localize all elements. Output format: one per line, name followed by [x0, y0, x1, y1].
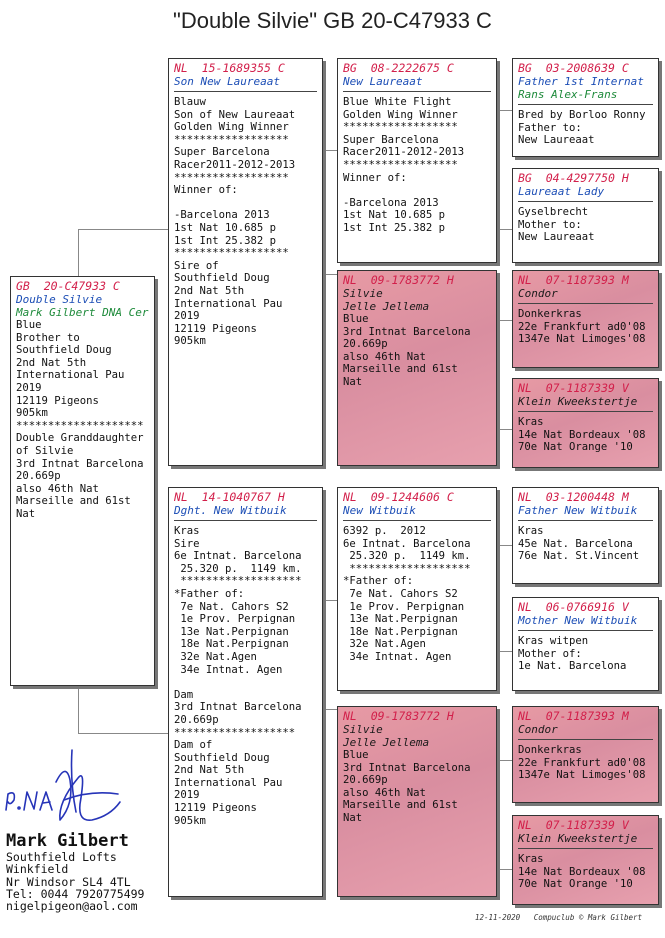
ring-number: NL 07-1187393 M: [518, 273, 629, 287]
pigeon-name: New Witbuik: [343, 504, 416, 517]
pigeon-info: Kras 14e Nat Bordeaux '08 70e Nat Orange '10: [518, 416, 646, 454]
connector-line: [498, 429, 512, 430]
breeder-name: Mark Gilbert DNA Cer: [16, 306, 149, 319]
pigeon-info: Blauw Son of New Laureaat Golden Wing Winner ****************** Super Barcelona Racer2011-2012-2013 ****************** Winner of: -Barcelona 2013 1st Nat 10.685 p 1st Int 25.382 p ****************** Sire of Southfield Doug 2nd Nat 5th International Pau 2019 12119 Pigeons 905km: [174, 96, 296, 348]
pigeon-info: Bred by Borloo Ronny Father to: New Laureaat: [518, 109, 646, 147]
ring-number: NL 07-1187339 V: [518, 381, 629, 395]
connector-line: [498, 760, 512, 761]
ring-number: BG 04-4297750 H: [518, 171, 629, 185]
pigeon-info: Gyselbrecht Mother to: New Laureaat: [518, 206, 595, 244]
print-stamp: 12-11-2020 Compuclub © Mark Gilbert: [475, 913, 643, 922]
pigeon-card-dam: [168, 487, 323, 897]
connector-line: [498, 320, 499, 430]
pigeon-info: Blue 3rd Intnat Barcelona 20.669p also 46th Nat Marseille and 61st Nat: [343, 313, 471, 388]
divider: [518, 630, 653, 631]
pigeon-card-sire-sire: [337, 58, 497, 263]
pigeon-card-sire-dam: [337, 270, 497, 466]
ring-number: BG 03-2008639 C: [518, 61, 629, 75]
divider: [518, 201, 653, 202]
divider: [518, 303, 653, 304]
divider: [343, 520, 491, 521]
pigeon-info: Donkerkras 22e Frankfurt ad0'08 1347e Nat Limoges'08: [518, 744, 646, 782]
signature: [0, 742, 140, 832]
pigeon-card-subject: [10, 276, 155, 686]
connector-line: [498, 320, 512, 321]
breeder-name: Jelle Jellema: [343, 300, 430, 313]
ring-number: NL 09-1783772 H: [343, 709, 454, 723]
pigeon-card-dds: [512, 706, 659, 803]
pigeon-card-dam-dam: [337, 706, 497, 897]
pigeon-info: Kras witpen Mother of: 1e Nat. Barcelona: [518, 635, 627, 673]
pigeon-name: Klein Kweekstertje: [518, 832, 638, 845]
owner-address: Southfield Lofts Winkfield Nr Windsor SL4 4TL Tel: 0044 7920775499 nigelpigeon@aol.com: [6, 850, 145, 914]
pigeon-card-dss: [512, 487, 659, 584]
divider: [518, 411, 653, 412]
pigeon-card-dam-sire: [337, 487, 497, 691]
pigeon-card-ssd: [512, 168, 659, 263]
pigeon-info: Kras Sire 6e Intnat. Barcelona 25.320 p. 1149 km. ******************* *Father of: 7e Nat. Cahors S2 1e Prov. Perpignan 13e Nat.Perpignan 18e Nat.Perpignan 32e Nat.Agen 34e Intnat. Agen Dam 3rd Intnat Barcelona 20.669p ******************* Dam of Southfield Doug 2nd Nat 5th International Pau 2019 12119 Pigeons 905km: [174, 525, 302, 827]
connector-line: [498, 545, 512, 546]
divider: [518, 739, 653, 740]
pigeon-name: Silvie: [343, 287, 383, 300]
connector-line: [498, 760, 499, 870]
ring-number: NL 07-1187339 V: [518, 818, 629, 832]
divider: [518, 848, 653, 849]
connector-line: [498, 229, 512, 230]
divider: [343, 91, 491, 92]
pigeon-info: Kras 45e Nat. Barcelona 76e Nat. St.Vincent: [518, 525, 640, 563]
pigeon-name: Condor: [518, 723, 558, 736]
pigeon-name: Dght. New Witbuik: [174, 504, 287, 517]
connector-line: [498, 545, 499, 652]
pigeon-info: Kras 14e Nat Bordeaux '08 70e Nat Orange '10: [518, 853, 646, 891]
pigeon-name: Silvie: [343, 723, 383, 736]
ring-number: NL 15-1689355 C: [174, 61, 285, 75]
connector-line: [78, 229, 79, 279]
ring-number: NL 09-1783772 H: [343, 273, 454, 287]
pigeon-name: Father 1st Internat: [518, 75, 644, 88]
pigeon-card-sds: [512, 270, 659, 368]
divider: [174, 520, 317, 521]
pigeon-name: Laureaat Lady: [518, 185, 605, 198]
pigeon-info: Donkerkras 22e Frankfurt ad0'08 1347e Nat Limoges'08: [518, 308, 646, 346]
page-title: "Double Silvie" GB 20-C47933 C: [173, 8, 492, 33]
pigeon-name: Rans Alex-Frans: [518, 88, 618, 101]
pigeon-card-sss: [512, 58, 659, 157]
pigeon-info: 6392 p. 2012 6e Intnat. Barcelona 25.320 p. 1149 km. ******************* *Father of: 7e Nat. Cahors S2 1e Prov. Perpignan 13e Nat.Perpignan 18e Nat.Perpignan 32e Nat.Agen 34e Intnat. Agen: [343, 525, 471, 663]
connector-line: [78, 229, 170, 230]
pigeon-name: Father New Witbuik: [518, 504, 638, 517]
ring-number: BG 08-2222675 C: [343, 61, 454, 75]
pigeon-card-ddd: [512, 815, 659, 905]
connector-line: [78, 733, 170, 734]
pigeon-info: Blue Brother to Southfield Doug 2nd Nat 5th International Pau 2019 12119 Pigeons 905km ******************** Double Granddaughter of Silvie 3rd Intnat Barcelona 20.669p also 46th Nat Marseille and 61st Nat: [16, 319, 144, 520]
pigeon-name: Klein Kweekstertje: [518, 395, 638, 408]
pigeon-card-dsd: [512, 597, 659, 691]
divider: [518, 520, 653, 521]
divider: [174, 91, 317, 92]
pigeon-name: Condor: [518, 287, 558, 300]
pigeon-card-sire: [168, 58, 323, 466]
pigeon-name: Son New Laureaat: [174, 75, 280, 88]
breeder-name: Jelle Jellema: [343, 736, 430, 749]
connector-line: [498, 110, 499, 230]
pigeon-name: Mother New Witbuik: [518, 614, 638, 627]
ring-number: NL 07-1187393 M: [518, 709, 629, 723]
owner-name: Mark Gilbert: [6, 831, 129, 851]
connector-line: [78, 689, 79, 734]
pigeon-info: Blue White Flight Golden Wing Winner ****************** Super Barcelona Racer2011-2012-2013 ****************** Winner of: -Barcelona 2013 1st Nat 10.685 p 1st Int 25.382 p: [343, 96, 465, 234]
pigeon-name: New Laureaat: [343, 75, 423, 88]
ring-number: NL 09-1244606 C: [343, 490, 454, 504]
pigeon-card-sdd: [512, 378, 659, 468]
pigeon-info: Blue 3rd Intnat Barcelona 20.669p also 46th Nat Marseille and 61st Nat: [343, 749, 471, 824]
ring-number: NL 03-1200448 M: [518, 490, 629, 504]
connector-line: [498, 651, 512, 652]
ring-number: GB 20-C47933 C: [16, 279, 120, 293]
pigeon-name: Double Silvie: [16, 293, 103, 306]
ring-number: NL 14-1040767 H: [174, 490, 285, 504]
ring-number: NL 06-0766916 V: [518, 600, 629, 614]
connector-line: [498, 110, 512, 111]
connector-line: [498, 869, 512, 870]
divider: [518, 104, 653, 105]
